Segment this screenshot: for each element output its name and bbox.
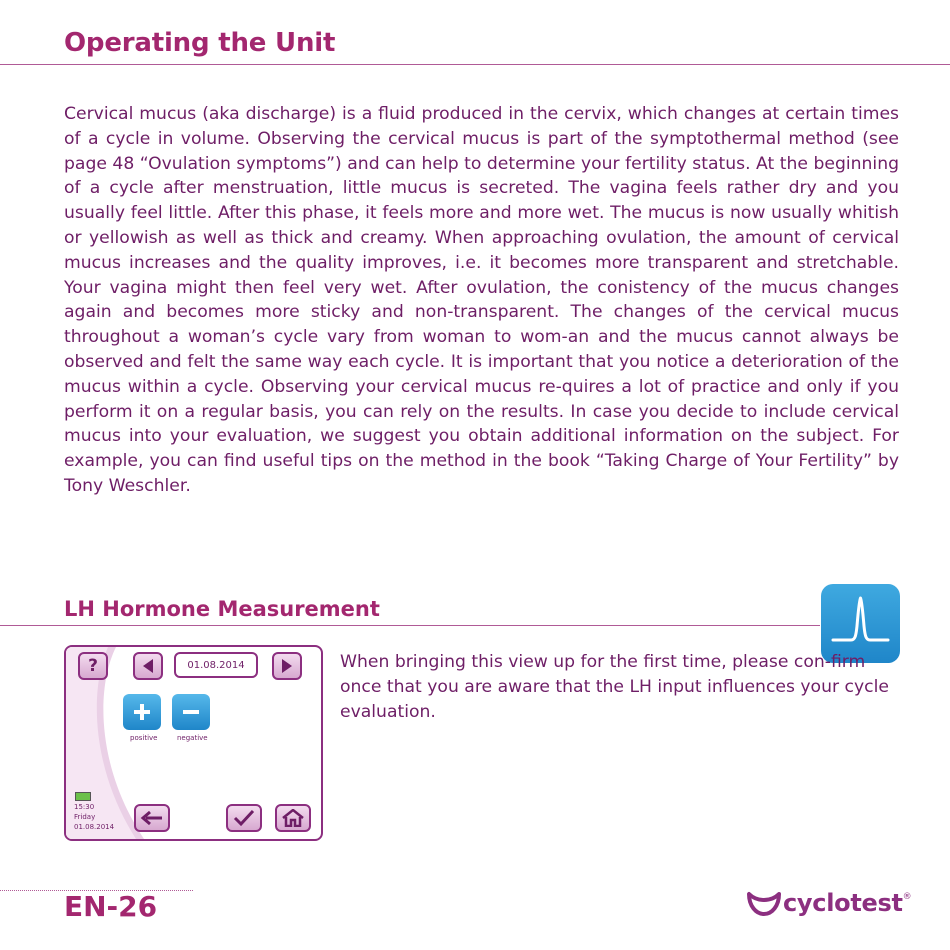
back-button[interactable] — [134, 804, 170, 832]
brand-name: cyclotest — [783, 889, 903, 917]
date-display: 01.08.2014 — [174, 652, 258, 678]
arrow-right-icon — [280, 658, 294, 674]
status-date: 01.08.2014 — [74, 823, 115, 831]
arrow-left-icon — [141, 658, 155, 674]
back-arrow-icon — [140, 810, 164, 826]
home-button[interactable] — [275, 804, 311, 832]
help-button[interactable] — [78, 652, 108, 680]
checkmark-icon — [233, 809, 255, 827]
cyclotest-logo-icon — [745, 888, 783, 918]
device-screen — [64, 645, 323, 841]
confirm-button[interactable] — [226, 804, 262, 832]
home-icon — [281, 809, 305, 827]
body-paragraph: Cervical mucus (aka discharge) is a fluid produced in the cervix, which changes at certain times of a cycle in volume. Observing the cervical mucus is part of the symptothermal method (see page 48 “Ovulation symptoms”) and can help to determine your fertility status. At the beginning of a cycle after menstruation, little mucus is secreted. The vagina feels rather dry and you usually feel little. After this phase, it feels more and more wet. The mucus is now usually whitish or yellowish as well as thick and creamy. When approaching ovulation, the amount of cervical mucus increases and the quality improves, i.e. it becomes more transparent and stretchable. Your vagina might then feel very wet. After ovulation, the conistency of the mucus changes again and becomes more sticky and non-transparent. The changes of the cervical mucus throughout a woman’s cycle vary from woman to wom-an and the mucus cannot always be observed and felt the same way each cycle. It is important that you notice a deterioration of the mucus within a cycle. Observing your cervical mucus re-quires a lot of practice and only if you perform it on a regular basis, you can rely on the results. In case you decide to include cervical mucus into your evaluation, we suggest you obtain additional information on the subject. For example, you can find useful tips on the method in the book “Taking Charge of Your Fertility” by Tony Weschler. — [64, 104, 899, 496]
status-block — [74, 802, 114, 832]
next-date-button[interactable] — [272, 652, 302, 680]
status-day: Friday — [74, 813, 96, 821]
previous-date-button[interactable] — [133, 652, 163, 680]
header-divider — [0, 64, 950, 65]
section-title: LH Hormone Measurement — [64, 597, 380, 621]
lh-description: When bringing this view up for the first time, please con-firm once that you are aware that the LH input influences your cycle evaluation. — [340, 652, 889, 722]
lh-positive-button[interactable] — [123, 694, 161, 730]
brand-registered-mark: ® — [902, 892, 912, 902]
page-title: Operating the Unit — [64, 28, 336, 58]
question-icon: ? — [88, 656, 98, 676]
plus-icon — [131, 701, 153, 723]
minus-icon — [180, 701, 202, 723]
section-divider — [0, 625, 820, 626]
status-time: 15:30 — [74, 803, 95, 811]
lh-negative-button[interactable] — [172, 694, 210, 730]
page-number: EN-26 — [64, 890, 158, 923]
positive-label: positive — [130, 734, 158, 742]
battery-icon — [75, 792, 91, 801]
negative-label: negative — [177, 734, 208, 742]
brand-logo — [745, 886, 912, 920]
